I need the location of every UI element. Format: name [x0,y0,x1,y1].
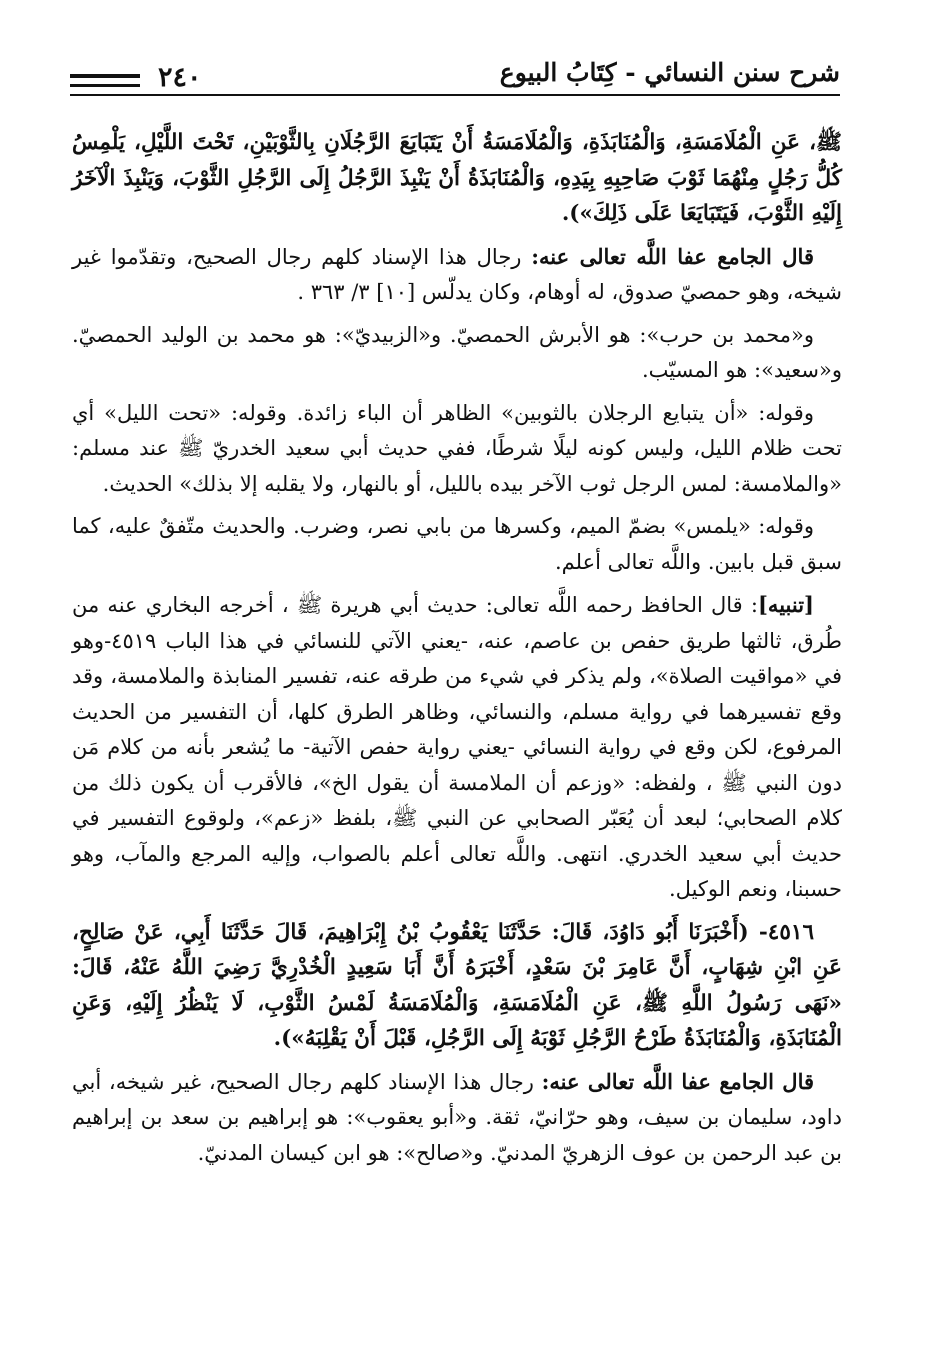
commentary-text: رجال هذا الإسناد كلهم رجال الصحيح، وتقدّموا غير شيخه، وهو حمصيّ صدوق، له أوهام، وكان يدلّس [١٠] ٣/ ٣٦٣ . [72,244,842,304]
explanation-paragraph-2: وقوله: «يلمس» بضمّ الميم، وكسرها من بابي نصر، وضرب. والحديث متّفقٌ عليه، كما سبق قبل بابين. واللَّه تعالى أعلم. [72,514,842,574]
explanation-paragraph: وقوله: «أن يتبايع الرجلان بالثوبين» الظاهر أن الباء زائدة. وقوله: «تحت الليل» أي تحت ظلام الليل، وليس كونه ليلًا شرطًا، ففي حديث أبي سعيد الخدريّ ﷺ عند مسلم: «والملامسة: لمس الرجل ثوب الآخر بيده بالليل، أو بالنهار، ولا يقلبه إلا بذلك» الحديث. [72,400,842,496]
commentary-paragraph-2 [72,1064,842,1172]
hadith-4516: ٤٥١٦- (أَخْبَرَنَا أَبُو دَاوُدَ، قَالَ: حَدَّثَنَا يَعْقُوبُ بْنُ إِبْرَاهِيمَ، قَالَ حَدَّثَنَا أَبِي، عَنْ صَالِحٍ، عَنِ ابْنِ شِهَابٍ، أَنَّ عَامِرَ بْنَ سَعْدٍ، أَخْبَرَهُ أَنَّ أَبَا سَعِيدٍ الْخُدْرِيَّ رَضِيَ اللَّهُ عَنْهُ، قَالَ: «نَهَى رَسُولُ اللَّهِ ﷺ، عَنِ الْمُلَامَسَةِ، وَالْمُلَامَسَةُ لَمْسُ الثَّوْبِ، لَا يَنْظُرُ إِلَيْهِ، وَعَنِ الْمُنَابَذَةِ، وَالْمُنَابَذَةُ طَرْحُ الرَّجُلِ ثَوْبَهُ إِلَى الرَّجُلِ، قَبْلَ أَنْ يَقْلِبَهُ»). [72,919,842,1051]
page-number: ٢٤٠ [158,62,202,93]
narrator-notes: و«محمد بن حرب»: هو الأبرش الحمصيّ. و«الزبيديّ»: هو محمد بن الوليد الحمصيّ. و«سعيد»: هو المسيّب. [72,322,842,382]
note-text: : قال الحافظ رحمه اللَّه تعالى: حديث أبي هريرة ﷺ ، أخرجه البخاري عنه من طُرق، ثالثها طريق حفص بن عاصم، عنه، -يعني الآتي للنسائي في هذا الباب ٤٥١٩-وهو في «مواقيت الصلاة»، ولم يذكر في شيء من طرقه عنه، تفسير المنابذة والملامسة، وقد وقع تفسيرهما في رواية مسلم، والنسائي، وظاهر الطرق كلها، أن التفسير من الحديث المرفوع، لكن وقع في رواية النسائي -يعني رواية حفص الآتية- ما يُشعر بأنه من كلام مَن دون النبي ﷺ ، ولفظه: «وزعم أن الملامسة أن يقول الخ»، فالأقرب أن يكون ذلك من كلام الصحابي؛ لبعد أن يُعَبّر الصحابي عن النبي ﷺ، بلفظ «زعم»، ولوقوع التفسير في حديث أبي سعيد الخدري. انتهى. واللَّه تعالى أعلم بالصواب، وإليه المرجع والمآب، وهو حسبنا، ونعم الوكيل. [72,593,842,901]
note-lead: [تنبيه] [758,592,814,617]
commentary-text-2: رجال هذا الإسناد كلهم رجال الصحيح، غير شيخه، أبي داود، سليمان بن سيف، وهو حرّانيّ، ثقة. و«أبو يعقوب»: هو إبراهيم بن سعد بن إبراهيم بن عبد الرحمن بن عوف الزهريّ المدنيّ. و«صالح»: هو ابن كيسان المدنيّ. [72,1069,842,1165]
header-rule [70,94,840,96]
header-ornament-rule-top [70,74,140,78]
header-ornament-rule-bottom [70,84,140,87]
commentary-paragraph [72,239,842,311]
page-header [70,54,840,104]
commentary-lead: قال الجامع عفا اللَّه تعالى عنه: [531,243,814,269]
running-title: شرح سنن النسائي - كِتَابُ البيوع [499,58,840,87]
commentary-lead-2: قال الجامع عفا اللَّه تعالى عنه: [541,1068,815,1094]
note-paragraph [72,587,842,908]
page-body [72,125,842,1178]
hadith-text-continued: ﷺ، عَنِ الْمُلَامَسَةِ، وَالْمُنَابَذَةِ، وَالْمُلَامَسَةُ أَنْ يَتَبَايَعَ الرَّجُلَانِ بِالثَّوْبَيْنِ، تَحْتَ اللَّيْلِ، يَلْمِسُ كُلُّ رَجُلٍ مِنْهُمَا ثَوْبَ صَاحِبِهِ بِيَدِهِ، وَالْمُنَابَذَةُ أَنْ يَنْبِذَ الرَّجُلُ إِلَى الرَّجُلِ الثَّوْبَ، وَيَنْبِذَ الْآخَرُ إِلَيْهِ الثَّوْبَ، فَيَتَبَايَعَا عَلَى ذَلِكَ»). [72,130,842,226]
